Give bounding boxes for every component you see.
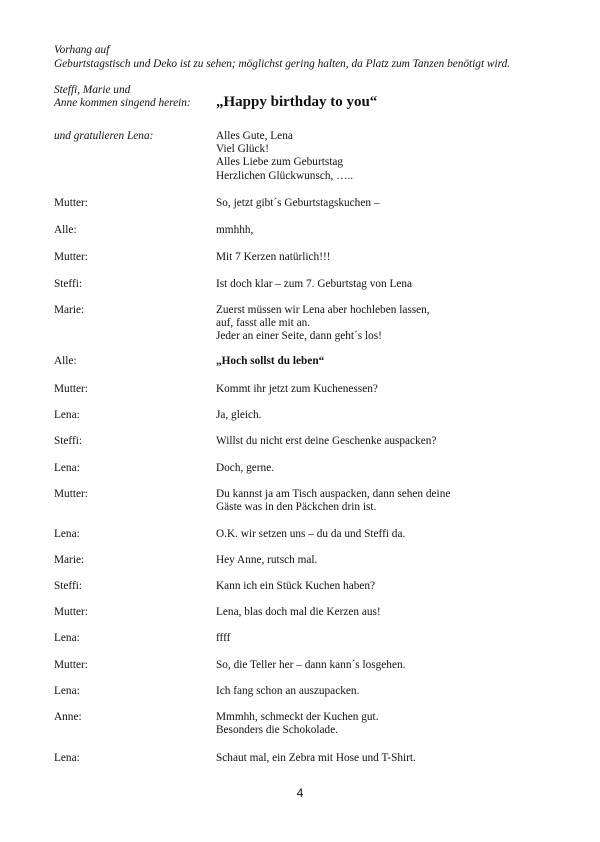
dialogue-line: Kann ich ein Stück Kuchen haben? [216,580,376,592]
dialogue-line: Hey Anne, rutsch mal. [216,554,318,566]
dialogue-line: Zuerst müssen wir Lena aber hochleben lassen, [216,304,430,316]
stage-direction-line: Geburtstagstisch und Deko ist zu sehen; möglichst gering halten, da Platz zum Tanzen benötigt wird. [54,57,511,70]
speaker-name: Lena: [54,685,80,697]
speaker-name: Anne: [54,711,82,723]
speaker-name: Marie: [54,304,85,316]
dialogue-line: mmhhh, [216,224,254,236]
entrance-direction-line: Anne kommen singend herein: [54,97,191,110]
speaker-name: Mutter: [54,606,88,618]
page-number: 4 [296,786,304,800]
speaker-name: Lena: [54,632,80,644]
speaker-name: Steffi: [54,435,83,447]
dialogue-line: Ja, gleich. [216,409,262,421]
stage-direction [54,44,510,71]
congrats-line: Viel Glück! [216,143,269,156]
speaker-name: Lena: [54,528,80,540]
dialogue-line: Gäste was in den Päckchen drin ist. [216,501,377,514]
congrats-line: Herzlichen Glückwunsch, ….. [216,169,354,182]
speaker-name: Lena: [54,462,80,474]
speaker-name: Steffi: [54,278,83,290]
speaker-name: Mutter: [54,659,88,671]
dialogue-line: Du kannst ja am Tisch auspacken, dann sehen deine [216,488,451,500]
dialogue-line: Willst du nicht erst deine Geschenke auspacken? [216,435,437,447]
congrats-line: Alles Liebe zum Geburtstag [216,156,344,169]
dialogue-line: Doch, gerne. [216,462,275,474]
speaker-name: Marie: [54,554,85,566]
speaker-name: Alle: [54,355,77,367]
dialogue-line: Mmmhh, schmeckt der Kuchen gut. [216,711,379,723]
entrance-direction-line: Steffi, Marie und [54,84,131,96]
speaker-name: Mutter: [54,383,88,395]
dialogue-line: Jeder an einer Seite, dann geht´s los! [216,330,382,343]
dialogue-line: Ist doch klar – zum 7. Geburtstag von Lena [216,278,413,290]
dialogue-line: So, die Teller her – dann kann´s losgehen. [216,659,406,671]
dialogue-line: Besonders die Schokolade. [216,724,339,737]
speaker-name: Lena: [54,409,80,421]
song-title: „Hoch sollst du leben“ [216,355,325,367]
dialogue-line: auf, fasst alle mit an. [216,317,311,330]
speaker-name: Alle: [54,224,77,236]
speaker-name: Mutter: [54,251,88,263]
entrance-direction [54,84,214,110]
congrats-line: Alles Gute, Lena [216,130,293,142]
dialogue-line: Ich fang schon an auszupacken. [216,685,360,697]
speaker-name: Mutter: [54,197,88,209]
dialogue-line: Lena, blas doch mal die Kerzen aus! [216,606,381,618]
dialogue-line: Schaut mal, ein Zebra mit Hose und T-Shirt. [216,752,416,764]
dialogue-line: O.K. wir setzen uns – du da und Steffi da. [216,528,406,540]
song-title: „Happy birthday to you“ [216,94,378,110]
speaker-name: Lena: [54,752,80,764]
speaker-name: Mutter: [54,488,88,500]
congrats-direction: und gratulieren Lena: [54,130,154,142]
dialogue-line: ffff [216,632,231,644]
stage-direction-line: Vorhang auf [54,44,110,56]
dialogue-line: Mit 7 Kerzen natürlich!!! [216,251,331,263]
dialogue-line: So, jetzt gibt´s Geburtstagskuchen – [216,197,380,209]
dialogue-line: Kommt ihr jetzt zum Kuchenessen? [216,383,378,395]
speaker-name: Steffi: [54,580,83,592]
